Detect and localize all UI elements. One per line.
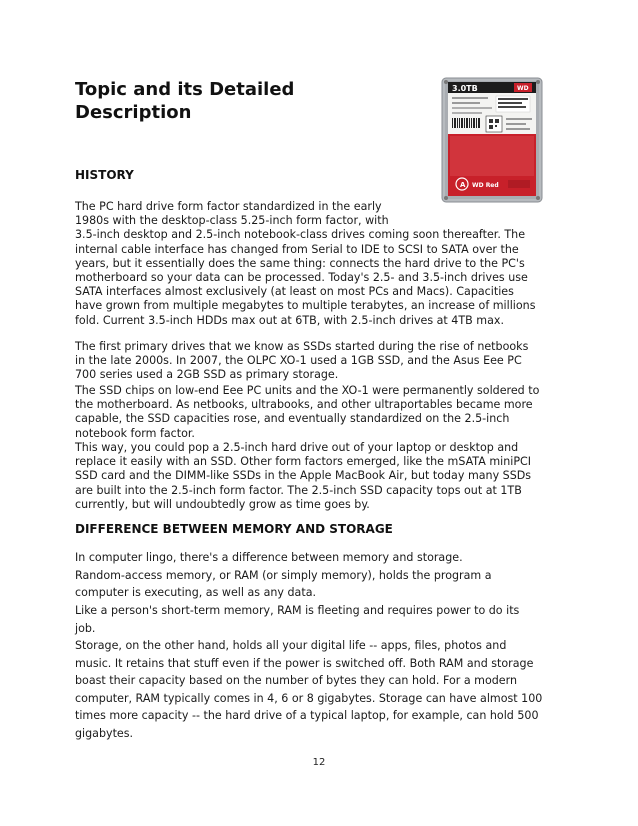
text-line: have grown from multiple megabytes to multiple terabytes, an increase of millions [75, 299, 536, 313]
capacity-label: 3.0TB [452, 84, 478, 93]
text-line: computer, RAM typically comes in 4, 6 or 8 gigabytes. Storage can have almost 100 [75, 691, 543, 705]
text-line: Like a person's short-term memory, RAM is fleeting and requires power to do its [75, 604, 520, 617]
page-number: 12 [312, 757, 326, 768]
text-line: 1980s with the desktop-class 5.25-inch form factor, with [75, 214, 389, 228]
hard-drive-image [428, 76, 558, 204]
text-line: currently, but will undoubtedly grow as time goes by. [75, 497, 370, 511]
history-heading: HISTORY [75, 168, 134, 182]
text-line: in the late 2000s. In 2007, the OLPC XO-1 used a 1GB SSD, and the Asus Eee PC [75, 354, 522, 368]
text-line: In computer lingo, there's a difference between memory and storage. [75, 551, 463, 564]
text-line: job. [75, 621, 96, 635]
text-line: Storage, on the other hand, holds all your digital life -- apps, files, photos and [75, 639, 507, 652]
history-paragraph-4 [75, 441, 531, 512]
text-line: years, but it essentially does the same thing: connects the hard drive to the PC's [75, 256, 525, 270]
page-title-line-2: Description [75, 102, 192, 123]
text-line: notebook form factor. [75, 426, 195, 440]
text-line: This way, you could pop a 2.5-inch hard drive out of your laptop or desktop and [75, 441, 519, 454]
difference-paragraph-1 [75, 549, 492, 602]
difference-paragraph-2 [75, 602, 519, 637]
brand-logo: WD [517, 85, 529, 92]
text-line: motherboard so your data can be processed. Today's 2.5- and 3.5-inch drives use [75, 270, 528, 284]
text-line: 700 series used a 2GB SSD as primary storage. [75, 368, 339, 382]
text-line: gigabytes. [75, 726, 134, 740]
text-line: Random-access memory, or RAM (or simply memory), holds the program a [75, 568, 492, 582]
text-line: fold. Current 3.5-inch HDDs max out at 6TB, with 2.5-inch drives at 4TB max. [75, 313, 504, 327]
history-paragraph-3 [75, 384, 539, 441]
text-line: internal cable interface has changed from Serial to IDE to SCSI to SATA over the [75, 242, 519, 256]
text-line: The first primary drives that we know as SSDs started during the rise of netbooks [75, 340, 529, 353]
text-line: computer is executing, as well as any data. [75, 586, 317, 599]
text-line: times more capacity -- the hard drive of a typical laptop, for example, can hold 500 [75, 709, 539, 722]
text-line: capable, the SSD capacities rose, and eventually standardized on the 2.5-inch [75, 412, 510, 426]
text-line: the motherboard. As netbooks, ultrabooks, and other ultraportables became more [75, 398, 533, 412]
product-label: WD Red [472, 182, 499, 189]
difference-heading: DIFFERENCE BETWEEN MEMORY AND STORAGE [75, 522, 393, 536]
text-line: The SSD chips on low-end Eee PC units and the XO-1 were permanently soldered to [75, 384, 540, 397]
hard-drive-illustration [428, 76, 558, 204]
history-paragraph-2 [75, 340, 528, 383]
text-line: replace it easily with an SSD. Other form factors emerged, like the mSATA miniPCI [75, 455, 532, 469]
difference-paragraph-3 [75, 637, 542, 742]
text-line: 3.5-inch desktop and 2.5-inch notebook-class drives coming soon thereafter. The [75, 228, 526, 242]
page-title [75, 78, 395, 124]
text-line: The PC hard drive form factor standardized in the early [75, 200, 382, 213]
text-line: SSD card and the DIMM-like SSDs in the Apple MacBook Air, but today many SSDs [75, 469, 532, 483]
text-line: are built into the 2.5-inch form factor. The 2.5-inch SSD capacity tops out at 1TB [75, 483, 522, 497]
history-paragraph-1 [75, 200, 536, 328]
svg-text:A: A [460, 181, 466, 189]
text-line: SATA interfaces almost exclusively (at least on most PCs and Macs). Capacities [75, 285, 514, 299]
text-line: music. It retains that stuff even if the power is switched off. Both RAM and storage [75, 656, 534, 670]
page-title-line-1: Topic and its Detailed [75, 79, 295, 100]
text-line: boast their capacity based on the number of bytes they can hold. For a modern [75, 674, 518, 687]
